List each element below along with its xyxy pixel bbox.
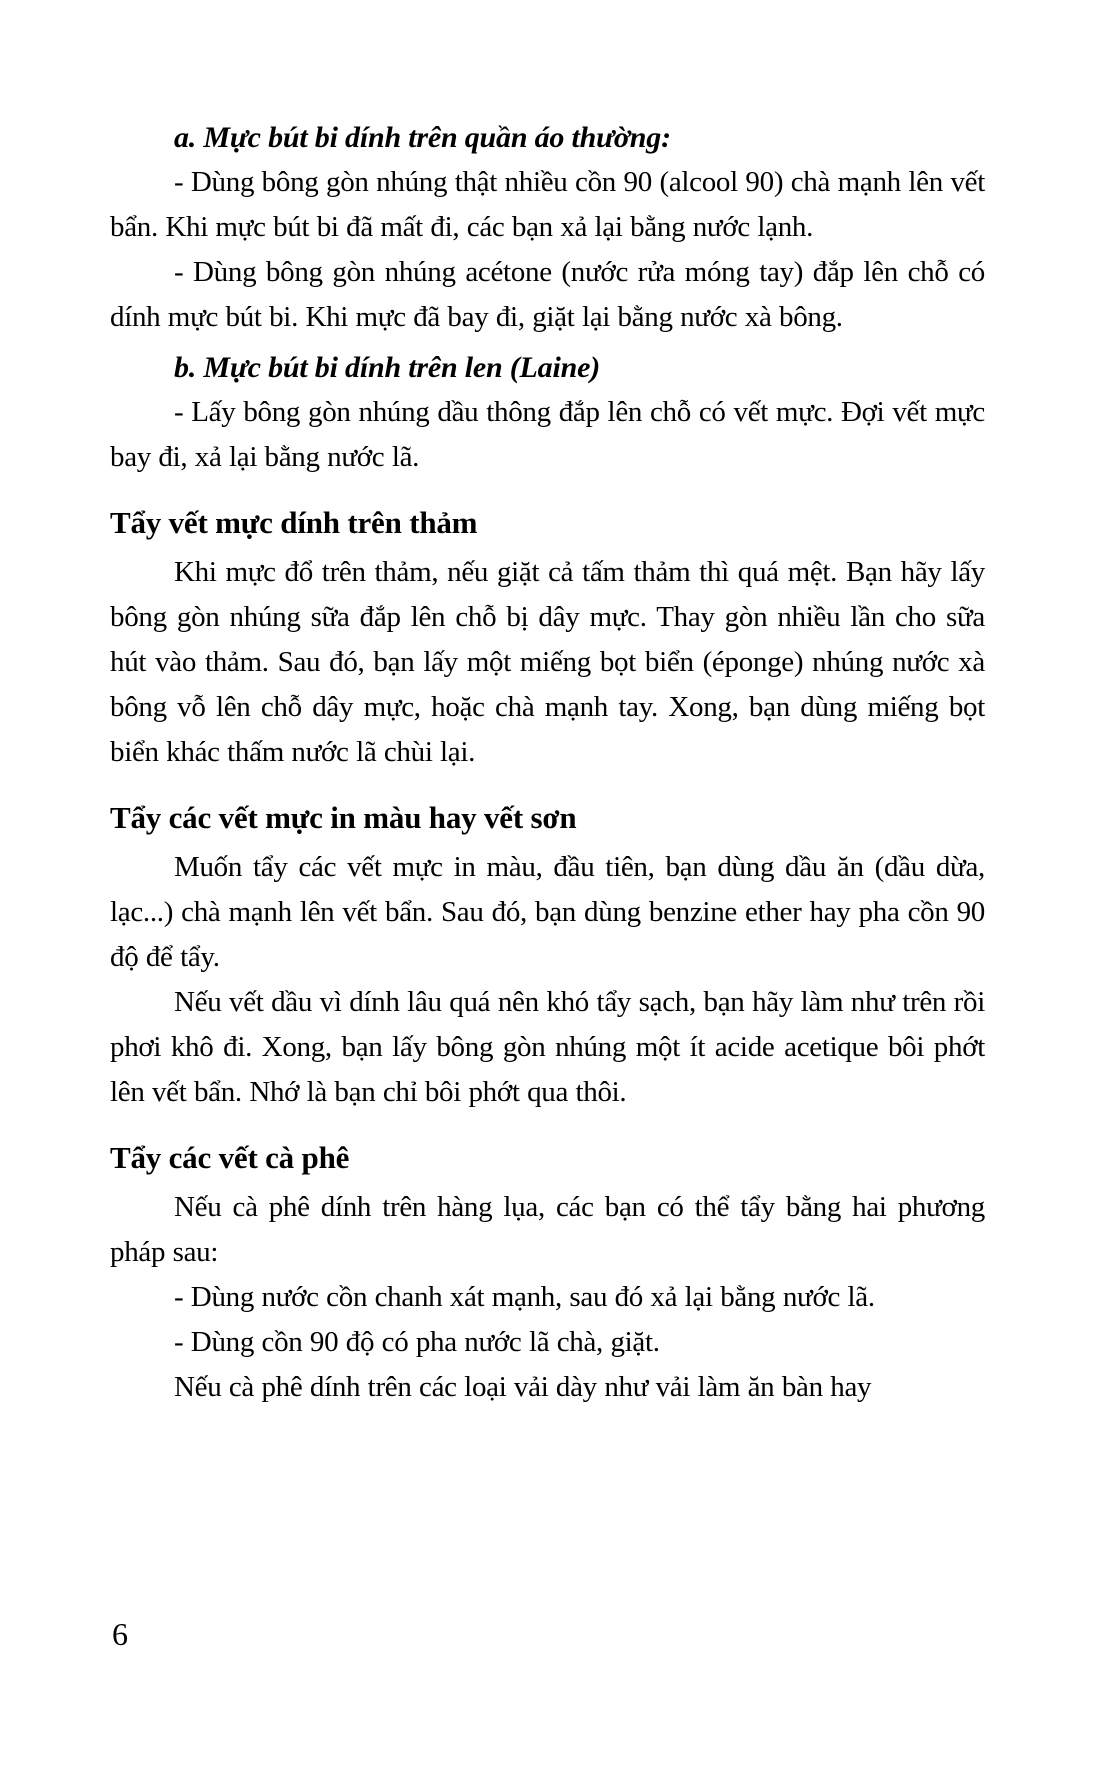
text-block — [110, 110, 985, 1410]
paragraph-ca-phe-method-1: - Dùng nước cồn chanh xát mạnh, sau đó xả lại bằng nước lã. — [174, 1281, 875, 1313]
subsection-heading-a: a. Mực bút bi dính trên quần áo thường: — [174, 121, 671, 154]
paragraph-muc-in-mau-2: Nếu vết dầu vì dính lâu quá nên khó tẩy sạch, bạn hãy làm như trên rồi phơi khô đi. Xong, bạn lấy bông gòn nhúng một ít acide acetique bôi phớt lên vết bẩn. Nhớ là bạn chỉ bôi phớt qua thôi. — [110, 986, 985, 1108]
page-number: 6 — [112, 1616, 128, 1652]
paragraph-ca-phe-intro: Nếu cà phê dính trên hàng lụa, các bạn có thể tẩy bằng hai phương pháp sau: — [110, 1191, 985, 1268]
paragraph-ca-phe-vai-day: Nếu cà phê dính trên các loại vải dày như vải làm ăn bàn hay — [174, 1371, 872, 1403]
section-heading-ca-phe: Tẩy các vết cà phê — [110, 1140, 350, 1175]
paragraph-ca-phe-method-2: - Dùng cồn 90 độ có pha nước lã chà, giặt. — [174, 1326, 660, 1358]
section-heading-tham: Tẩy vết mực dính trên thảm — [110, 505, 478, 540]
paragraph-muc-in-mau-1: Muốn tẩy các vết mực in màu, đầu tiên, bạn dùng dầu ăn (dầu dừa, lạc...) chà mạnh lên vết bẩn. Sau đó, bạn dùng benzine ether hay pha cồn 90 độ để tẩy. — [110, 851, 985, 973]
subsection-heading-b: b. Mực bút bi dính trên len (Laine) — [174, 351, 601, 384]
section-heading-muc-in-mau: Tẩy các vết mực in màu hay vết sơn — [110, 800, 577, 835]
paragraph-acetone: - Dùng bông gòn nhúng acétone (nước rửa móng tay) đắp lên chỗ có dính mực bút bi. Khi mực đã bay đi, giặt lại bằng nước xà bông. — [110, 256, 985, 333]
paragraph-laine: - Lấy bông gòn nhúng dầu thông đắp lên chỗ có vết mực. Đợi vết mực bay đi, xả lại bằng nước lã. — [110, 396, 985, 473]
paragraph-tham: Khi mực đổ trên thảm, nếu giặt cả tấm thảm thì quá mệt. Bạn hãy lấy bông gòn nhúng sữa đắp lên chỗ bị dây mực. Thay gòn nhiều lần cho sữa hút vào thảm. Sau đó, bạn lấy một miếng bọt biển (éponge) nhúng nước xà bông vỗ lên chỗ dây mực, hoặc chà mạnh tay. Xong, bạn dùng miếng bọt biển khác thấm nước lã chùi lại. — [110, 556, 985, 768]
paragraph-alcool: - Dùng bông gòn nhúng thật nhiều cồn 90 (alcool 90) chà mạnh lên vết bẩn. Khi mực bút bi đã mất đi, các bạn xả lại bằng nước lạnh. — [110, 166, 985, 243]
